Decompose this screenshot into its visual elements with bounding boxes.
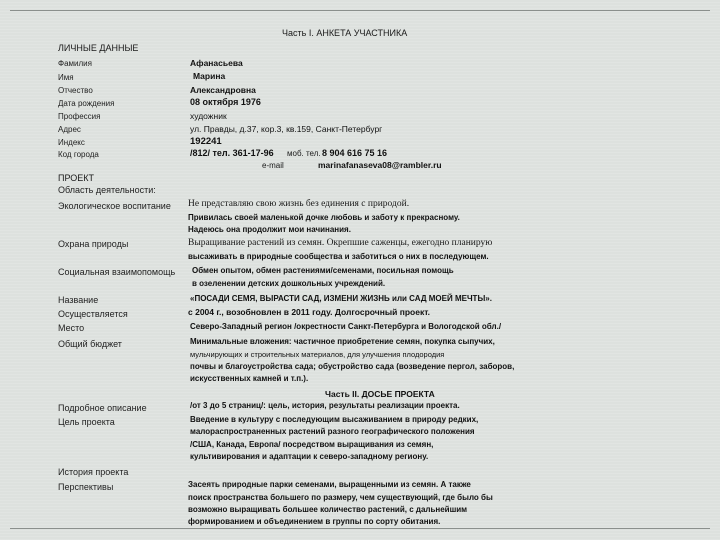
postcode-value: 192241: [190, 136, 222, 147]
birthdate-label: Дата рождения: [58, 99, 115, 108]
postcode-label: Индекс: [58, 138, 85, 147]
detail-label: Подробное описание: [58, 403, 147, 413]
place-label: Место: [58, 323, 85, 333]
mobile-value: 8 904 616 75 16: [322, 148, 388, 158]
goal-line-1: Введение в культуру с последующим высаживанием в природу редких,: [190, 415, 479, 424]
persp-line-1: Засеять природные парки семенами, выращенными из семян. А также: [188, 480, 471, 489]
bottom-divider: [10, 528, 710, 529]
name-value: Марина: [193, 71, 226, 81]
budget-line-4: искусственных камней и т.п.).: [190, 374, 309, 383]
persp-line-3: возможно выращивать большее количество растений, с дальнейшим: [188, 505, 468, 514]
nature-line-2: высаживать в природные сообщества и заботиться о них в последующем.: [188, 252, 489, 261]
email-value: marinafanaseva08@rambler.ru: [318, 160, 442, 170]
implemented-label: Осуществляется: [58, 309, 128, 319]
history-label: История проекта: [58, 467, 129, 477]
city-code-label: Код города: [58, 150, 99, 159]
birthdate-value: 08 октября 1976: [190, 97, 261, 107]
eco-line-1: Не представляю свою жизнь без единения с природой.: [188, 199, 410, 209]
patronymic-label: Отчество: [58, 86, 93, 95]
top-divider: [10, 10, 710, 11]
project-header: ПРОЕКТ: [58, 173, 95, 183]
goal-line-3: /США, Канада, Европа/ посредством выращивания из семян,: [190, 440, 434, 449]
social-line-1: Обмен опытом, обмен растениями/семенами, посильная помощь: [192, 266, 454, 275]
mobile-label: моб. тел.: [287, 149, 321, 158]
budget-line-3: почвы и благоустройства сада; обустройство сада (возведение пергол, заборов,: [190, 362, 515, 371]
email-label: e-mail: [262, 161, 284, 170]
project-name-value: «ПОСАДИ СЕМЯ, ВЫРАСТИ САД, ИЗМЕНИ ЖИЗНЬ или САД МОЕЙ МЕЧТЫ».: [190, 294, 492, 303]
surname-value: Афанасьева: [190, 58, 243, 68]
place-value: Северо-Западный регион /окрестности Санкт-Петербурга и Вологодской обл./: [190, 322, 502, 331]
budget-line-2: мульчирующих и строительных материалов, для улучшения плодородия: [190, 350, 445, 359]
area-label: Область деятельности:: [58, 185, 156, 195]
budget-line-1: Минимальные вложения: частичное приобретение семян, покупка сыпучих,: [190, 337, 495, 346]
address-label: Адрес: [58, 125, 81, 134]
project-name-label: Название: [58, 295, 99, 305]
goal-label: Цель проекта: [58, 417, 115, 427]
profession-label: Профессия: [58, 112, 101, 121]
eco-line-2: Привилась своей маленькой дочке любовь и заботу к прекрасному.: [188, 213, 460, 222]
personal-data-header: ЛИЧНЫЕ ДАННЫЕ: [58, 43, 139, 53]
nature-line-1: Выращивание растений из семян. Окрепшие саженцы, ежегодно планирую: [188, 238, 493, 248]
social-help-label: Социальная взаимопомощь: [58, 267, 176, 277]
implemented-value: с 2004 г., возобновлен в 2011 году. Долгосрочный проект.: [188, 307, 430, 317]
detail-value: /от 3 до 5 страниц/: цель, история, результаты реализации проекта.: [190, 401, 460, 410]
patronymic-value: Александровна: [190, 85, 256, 95]
persp-line-4: формированием и объединением в группы по сорту обитания.: [188, 517, 441, 526]
phone-value: /812/ тел. 361-17-96: [190, 148, 274, 158]
goal-line-2: малораспространенных растений разного географического положения: [190, 427, 475, 436]
budget-label: Общий бюджет: [58, 339, 122, 349]
nature-protection-label: Охрана природы: [58, 239, 129, 249]
goal-line-4: культивирования и адаптации к северо-западному региону.: [190, 452, 429, 461]
persp-line-2: поиск пространства большего по размеру, чем существующий, где было бы: [188, 493, 493, 502]
social-line-2: в озеленении детских дошкольных учреждений.: [192, 279, 386, 288]
profession-value: художник: [190, 111, 227, 121]
page-title: Часть I. АНКЕТА УЧАСТНИКА: [282, 28, 408, 38]
eco-line-3: Надеюсь она продолжит мои начинания.: [188, 225, 351, 234]
address-value: ул. Правды, д.37, кор.3, кв.159, Санкт-Петербург: [190, 124, 383, 134]
perspectives-label: Перспективы: [58, 482, 114, 492]
eco-education-label: Экологическое воспитание: [58, 201, 171, 211]
surname-label: Фамилия: [58, 59, 92, 68]
name-label: Имя: [58, 73, 74, 82]
part2-title: Часть II. ДОСЬЕ ПРОЕКТА: [325, 389, 435, 399]
